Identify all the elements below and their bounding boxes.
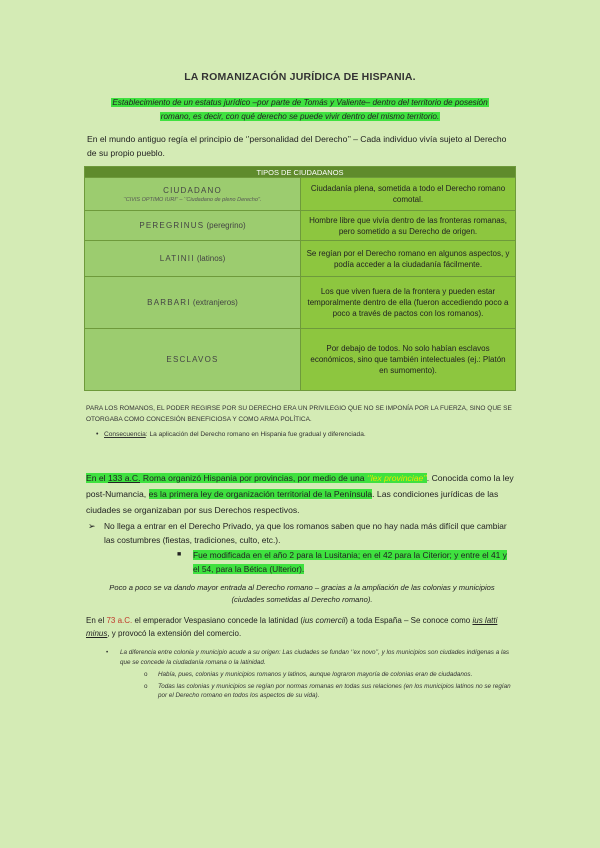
barbari-label: BARBARI (147, 298, 191, 307)
year-73: 73 a.C. (106, 616, 133, 625)
list-subitem-text: Todas las colonias y municipios se regían por normas romanas en todas sus relaciones (en los municipios latinos no se regían por el Derecho romano en todos los aspectos de su vida). (158, 682, 511, 699)
consecuencia-label: Consecuencia (104, 431, 146, 438)
row-latinii-left (85, 241, 301, 277)
table-row (85, 211, 516, 241)
bullet-dot-icon: • (106, 649, 109, 656)
colonia-municipio-list (106, 648, 520, 703)
lex-provinciae: ‘’lex provinciae’’ (366, 473, 427, 483)
consecuencia-text: : La aplicación del Derecho romano en Hispania fue gradual y diferenciada. (145, 431, 366, 438)
circle-bullet-icon: o (144, 671, 148, 678)
table-row (85, 178, 516, 211)
peregrinus-label: PEREGRINUS (139, 221, 205, 230)
para2-start: En el (86, 473, 108, 483)
para2-end: . Las condiciones jurídicas de las ciudades se organizaban por sus Derechos respectivos. (86, 489, 499, 515)
intro-highlight (86, 96, 514, 124)
list-item (144, 682, 520, 701)
poco-a-poco-note (86, 582, 518, 606)
poco-line-2: (ciudades sometidas al Derecho romano). (231, 595, 373, 604)
ciudadano-sublabel: ‘’CIVIS OPTIMO IURI’’ – ‘’Ciudadano de pleno Derecho’’. (123, 196, 262, 203)
intro-line-1: Establecimiento de un estatus jurídico –por parte de Tomás y Valiente– dentro del territorio de posesión (112, 98, 488, 107)
list-subitem-text: Había, pues, colonias y municipios romanos y latinos, aunque lograron mayoría de colonias eran de ciudadanos. (158, 671, 473, 678)
personalidad-paragraph: En el mundo antiguo regía el principio de ‘’personalidad del Derecho’’ – Cada individuo vivía sujeto al Derecho de su propio pueblo. (87, 134, 507, 158)
page-title: LA ROMANIZACIÓN JURÍDICA DE HISPANIA. (184, 71, 416, 83)
peregrinus-paren: (peregrino) (206, 221, 246, 230)
para2-known: . Conocida como la ley post-Numancia, (86, 473, 514, 499)
para3-start: En el (86, 616, 107, 625)
table-row (85, 241, 516, 277)
para3-mid: el emperador Vespasiano concede la latinidad ( (132, 616, 304, 625)
poco-line-1: Poco a poco se va dando mayor entrada al Derecho romano – gracias a la ampliación de las colonias y municipios (109, 583, 495, 592)
para3-known: ) a toda España – Se conoce como (345, 616, 473, 625)
table-row (85, 277, 516, 329)
para2-mid: Roma organizó Hispania por provincias, por medio de una (140, 473, 367, 483)
table-row (85, 329, 516, 391)
row-ciudadano-left (85, 178, 301, 211)
barbari-paren: (extranjeros) (192, 298, 238, 307)
provincias-paragraph (86, 470, 518, 518)
consecuencia-bullet (96, 431, 366, 438)
year-133: 133 a.C. (107, 473, 141, 483)
para3-end: , y provocó la extensión del comercio. (107, 629, 242, 638)
intro-line-2: romano, es decir, con qué derecho se puede vivir dentro del mismo territorio. (160, 112, 440, 121)
modificada-point (177, 548, 513, 576)
row-latinii-right: Se regían por el Derecho romano en algunos aspectos, y podía acceder a la ciudadanía fácilmente. (301, 241, 516, 277)
list-item-text: La diferencia entre colonia y municipio acude a su origen: Las ciudades se fundan ‘’ex novo’’, y los municipios son ciudades indígenas a las que se concede la ciudadanía romana o la latinidad. (120, 649, 510, 666)
row-peregrinus-left (85, 211, 301, 241)
list-item (106, 648, 520, 667)
row-esclavos-left (85, 329, 301, 391)
ciudadano-label: CIUDADANO (163, 185, 222, 195)
citizen-types-table (84, 166, 516, 391)
row-ciudadano-right: Ciudadanía plena, sometida a todo el Derecho romano comotal. (301, 178, 516, 211)
para2-first-law: es la primera ley de organización territorial de la Península (148, 489, 373, 499)
ius-comercii: ius comercii (303, 616, 346, 625)
row-barbari-right: Los que viven fuera de la frontera y pueden estar temporalmente dentro de ella (fueron accediendo poco a poco a través de pactos con los romanos). (301, 277, 516, 329)
table-header: TIPOS DE CIUDADANOS (85, 167, 516, 178)
bullet-dot-icon: • (96, 431, 99, 438)
latinii-label: LATINII (159, 254, 195, 263)
derecho-privado-text: No llega a entrar en el Derecho Privado, ya que los romanos saben que no hay nada más difícil que cambiar las costumbres (fiestas, tradiciones, culto, etc.). (104, 521, 507, 545)
vespasiano-paragraph (86, 614, 518, 640)
row-barbari-left (85, 277, 301, 329)
square-bullet-icon: ■ (177, 551, 182, 558)
list-item (144, 670, 520, 680)
esclavos-label: ESCLAVOS (166, 355, 219, 364)
ius-latii-minus: ius latti minus (86, 616, 498, 638)
arrow-bullet-icon: ➢ (88, 521, 96, 531)
row-esclavos-right: Por debajo de todos. No solo habían esclavos económicos, sino que también intelectuales (ej.: Platón en sumomento). (301, 329, 516, 391)
latinii-paren: (latinos) (196, 254, 226, 263)
row-peregrinus-right: Hombre libre que vivía dentro de las fronteras romanas, pero sometido a su Derecho de origen. (301, 211, 516, 241)
modificada-text: Fue modificada en el año 2 para la Lusitania; en el 42 para la Citerior; y entre el 41 y el 54, para la Bética (Ulterior). (193, 550, 507, 574)
circle-bullet-icon: o (144, 682, 148, 690)
privilege-note: PARA LOS ROMANOS, EL PODER REGIRSE POR SU DERECHO ERA UN PRIVILEGIO QUE NO SE IMPONÍA POR LA FUERZA, SINO QUE SE OTORGABA COMO CONCESIÓN BENEFICIOSA Y COMO ARMA POLÍTICA. (86, 405, 512, 423)
derecho-privado-point (88, 519, 518, 547)
